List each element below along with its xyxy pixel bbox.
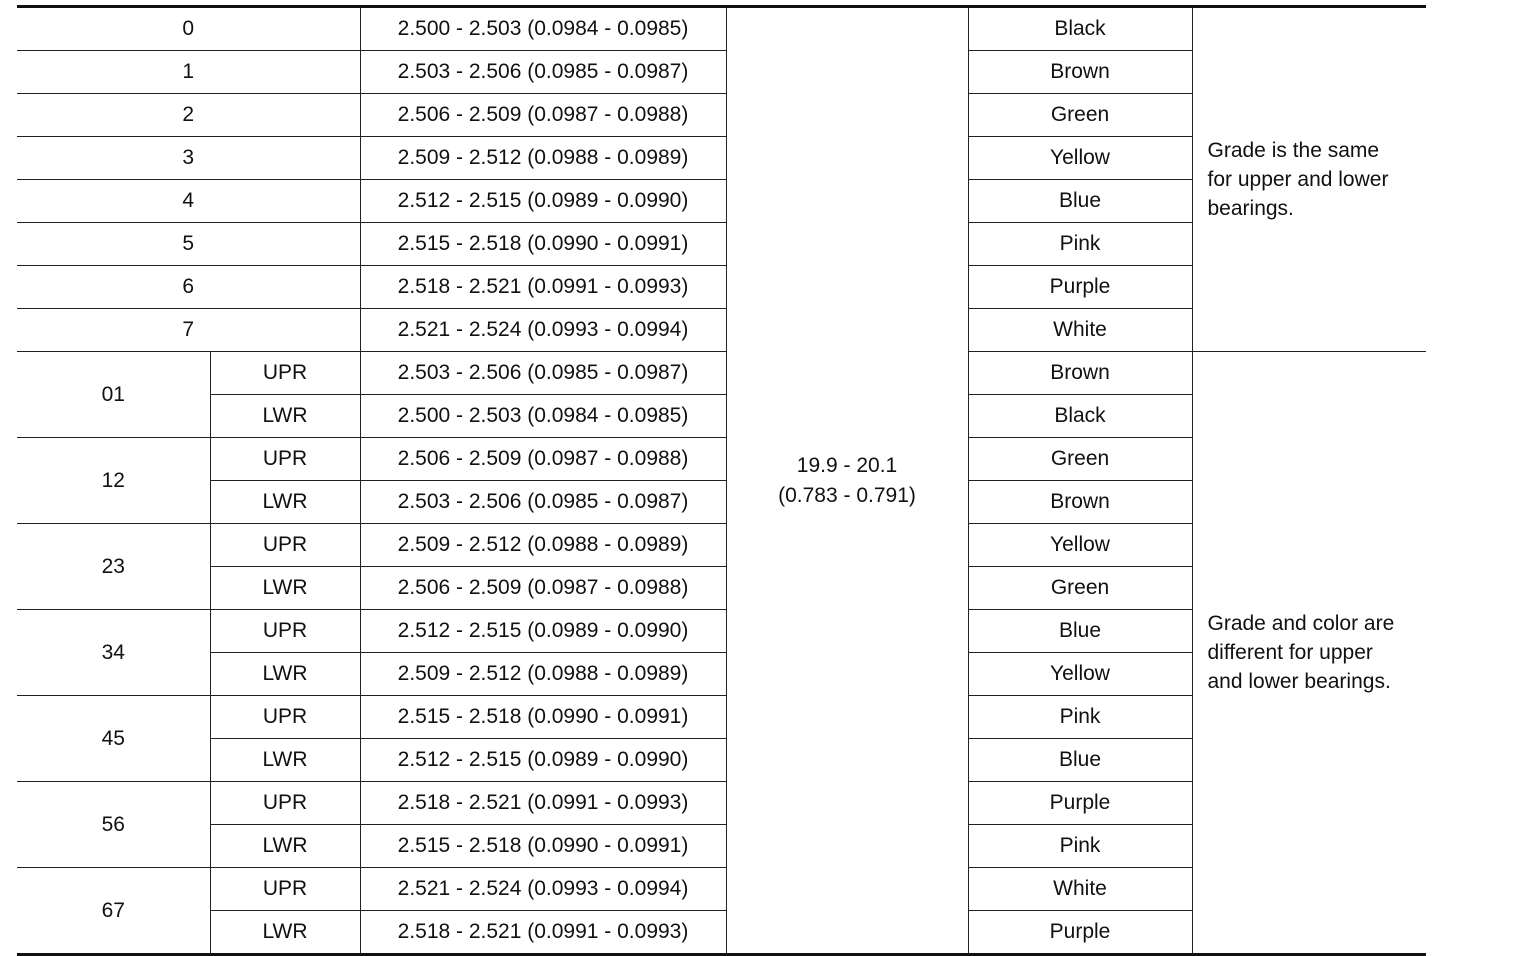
color-cell: Brown [968,352,1192,395]
color-cell: Blue [968,610,1192,653]
thickness-cell: 2.509 - 2.512 (0.0988 - 0.0989) [360,524,726,567]
thickness-cell: 2.500 - 2.503 (0.0984 - 0.0985) [360,395,726,438]
color-cell: Purple [968,266,1192,309]
position-cell: UPR [210,868,360,911]
table-row [17,7,1426,51]
color-cell: Blue [968,739,1192,782]
thickness-cell: 2.518 - 2.521 (0.0991 - 0.0993) [360,266,726,309]
thickness-cell: 2.503 - 2.506 (0.0985 - 0.0987) [360,51,726,94]
thickness-cell: 2.512 - 2.515 (0.0989 - 0.0990) [360,739,726,782]
position-cell: LWR [210,481,360,524]
color-cell: Brown [968,51,1192,94]
grade-cell: 4 [17,180,360,223]
position-cell: LWR [210,653,360,696]
thickness-cell: 2.518 - 2.521 (0.0991 - 0.0993) [360,911,726,955]
grade-cell: 67 [17,868,210,955]
remark-same-cell [1192,7,1426,352]
thickness-cell: 2.515 - 2.518 (0.0990 - 0.0991) [360,825,726,868]
remark-line: Grade and color are [1207,612,1395,635]
position-cell: UPR [210,438,360,481]
position-cell: UPR [210,696,360,739]
bearing-grade-table [17,5,1426,956]
thickness-cell: 2.506 - 2.509 (0.0987 - 0.0988) [360,94,726,137]
grade-cell: 0 [17,7,360,51]
remark-line: for upper and lower [1207,168,1389,191]
thickness-cell: 2.512 - 2.515 (0.0989 - 0.0990) [360,180,726,223]
color-cell: Brown [968,481,1192,524]
position-cell: UPR [210,524,360,567]
thickness-cell: 2.500 - 2.503 (0.0984 - 0.0985) [360,7,726,51]
position-cell: LWR [210,395,360,438]
thickness-cell: 2.515 - 2.518 (0.0990 - 0.0991) [360,696,726,739]
remark-line: different for upper [1207,641,1373,664]
position-cell: LWR [210,739,360,782]
width-cell [726,7,968,955]
position-cell: UPR [210,610,360,653]
table-row [17,352,1426,395]
color-cell: Blue [968,180,1192,223]
grade-cell: 3 [17,137,360,180]
remark-line: and lower bearings. [1207,670,1391,693]
grade-cell: 12 [17,438,210,524]
grade-cell: 34 [17,610,210,696]
color-cell: White [968,868,1192,911]
color-cell: White [968,309,1192,352]
color-cell: Yellow [968,524,1192,567]
thickness-cell: 2.506 - 2.509 (0.0987 - 0.0988) [360,567,726,610]
color-cell: Pink [968,223,1192,266]
thickness-cell: 2.509 - 2.512 (0.0988 - 0.0989) [360,137,726,180]
grade-cell: 23 [17,524,210,610]
grade-cell: 45 [17,696,210,782]
color-cell: Pink [968,825,1192,868]
grade-cell: 56 [17,782,210,868]
color-cell: Purple [968,911,1192,955]
remark-line: bearings. [1207,197,1294,220]
color-cell: Pink [968,696,1192,739]
color-cell: Black [968,395,1192,438]
color-cell: Yellow [968,653,1192,696]
thickness-cell: 2.512 - 2.515 (0.0989 - 0.0990) [360,610,726,653]
grade-cell: 5 [17,223,360,266]
grade-cell: 01 [17,352,210,438]
color-cell: Black [968,7,1192,51]
remark-diff-cell [1192,352,1426,955]
thickness-cell: 2.515 - 2.518 (0.0990 - 0.0991) [360,223,726,266]
color-cell: Green [968,94,1192,137]
position-cell: LWR [210,911,360,955]
thickness-cell: 2.521 - 2.524 (0.0993 - 0.0994) [360,309,726,352]
grade-cell: 1 [17,51,360,94]
position-cell: LWR [210,567,360,610]
thickness-cell: 2.518 - 2.521 (0.0991 - 0.0993) [360,782,726,825]
width-value-in: (0.783 - 0.791) [778,483,916,507]
color-cell: Green [968,567,1192,610]
thickness-cell: 2.503 - 2.506 (0.0985 - 0.0987) [360,481,726,524]
grade-cell: 2 [17,94,360,137]
position-cell: LWR [210,825,360,868]
color-cell: Purple [968,782,1192,825]
thickness-cell: 2.506 - 2.509 (0.0987 - 0.0988) [360,438,726,481]
grade-cell: 7 [17,309,360,352]
thickness-cell: 2.509 - 2.512 (0.0988 - 0.0989) [360,653,726,696]
width-value-mm: 19.9 - 20.1 [796,453,898,477]
color-cell: Green [968,438,1192,481]
grade-cell: 6 [17,266,360,309]
thickness-cell: 2.503 - 2.506 (0.0985 - 0.0987) [360,352,726,395]
thickness-cell: 2.521 - 2.524 (0.0993 - 0.0994) [360,868,726,911]
position-cell: UPR [210,782,360,825]
color-cell: Yellow [968,137,1192,180]
position-cell: UPR [210,352,360,395]
remark-line: Grade is the same [1207,139,1380,162]
